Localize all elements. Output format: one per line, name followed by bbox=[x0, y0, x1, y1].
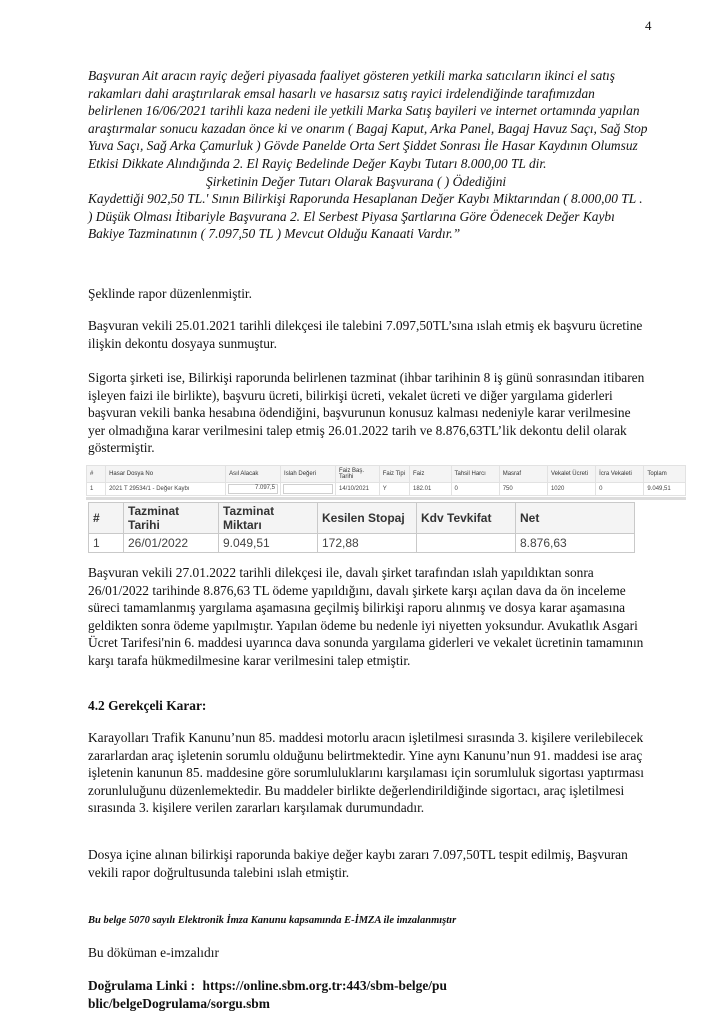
claim-cell-interest: 182.01 bbox=[410, 483, 452, 496]
amendment-value-field[interactable] bbox=[283, 484, 333, 494]
page-number: 4 bbox=[645, 18, 652, 33]
claim-col-index: # bbox=[87, 466, 106, 483]
expert-report-quote bbox=[88, 67, 648, 243]
claim-col-expense: Masraf bbox=[499, 466, 547, 483]
insurer-paragraph: Sigorta şirketi ise, Bilirkişi raporunda belirlenen tazminat (ihbar tarihinin 8 iş günü sonrasından itibaren işleyen faizi ile birlikte), başvuru ücreti, bilirkişi ücreti, vekalet ücreti ve diğer yargılama giderleri başvuran vekili banka hesabına ödendiğini, başvurunun konusuz kalması nedeniyle karar verilmesine yer olmadığına karar verilmesini talep etmiş 26.01.2022 tarih ve 8.876,63TL’lik dekontu delil olarak göstermiştir. bbox=[88, 370, 645, 456]
amendment-paragraph: Başvuran vekili 25.01.2021 tarihli dilekçesi ile talebini 7.097,50TL’sına ıslah etmiş ek başvuru ücretine ilişkin dekontu dosyaya sunmuştur. bbox=[88, 318, 643, 351]
payment-col-index: # bbox=[89, 503, 124, 534]
claim-col-principal: Asıl Alacak bbox=[226, 466, 281, 483]
verification-label: Doğrulama Linki : bbox=[88, 978, 196, 993]
verification-url[interactable]: https://online.sbm.org.tr:443/sbm-belge/public/belgeDogrulama/sorgu.sbm bbox=[88, 978, 447, 1011]
claim-cell-attorney-fee: 1020 bbox=[547, 483, 595, 496]
petition-paragraph: Başvuran vekili 27.01.2022 tarihli dilekçesi ile, davalı şirket tarafından ıslah yapıldıktan sonra 26/01/2022 tarihinde 8.876,63 TL ödeme yapıldığını, davalı şirkete karşı açılan dava da ön inceleme süreci tamamlanmış yargılama aşamasına geçilmiş bilirkişi raporu alınmış ve dosya karar aşamasına geldikten sonra ödeme yapılmıştır. Yapılan ödeme bu nedenle iyi niyetten yoksundur. Avukatlık Asgari Ücret Tarifesi'nin 6. maddesi uyarınca dava sonunda yargılama giderleri ve vekalet ücretinin tamamının karşı tarafa hükmedilmesine karar verilmesini talep etmiştir. bbox=[88, 565, 644, 668]
claim-col-interest-start: Faiz Baş. Tarihi bbox=[335, 466, 379, 483]
claim-cell-index: 1 bbox=[87, 483, 106, 496]
claim-cell-file-no: 2021 T 29534/1 - Değer Kaybı bbox=[106, 483, 226, 496]
claim-cell-expense: 750 bbox=[499, 483, 547, 496]
claim-cell-interest-type: Y bbox=[379, 483, 409, 496]
law-paragraph: Karayolları Trafik Kanunu’nun 85. maddesi motorlu aracın işletilmesi sırasında 3. kişilere verilebilecek zararlardan araç işletenin sorumlu olduğunu belirtmektedir. Yine aynı Kanunu’nun 91. maddesi ise araç işletenin kanunun 85. maddesine göre sorumluluklarını karşılaması için sorumluluk sigortası yaptırması zorunluluğunu düzenlemektedir. Bu maddeler birlikte değerlendirildiğinde sigortacı, araç işletilmesi sırasında 3. kişilere verilen zararları karşılamak durumundadır. bbox=[88, 730, 644, 816]
payment-col-vat-withholding: Kdv Tevkifat bbox=[417, 503, 516, 534]
e-signature-note: Bu belge 5070 sayılı Elektronik İmza Kanunu kapsamında E-İMZA ile imzalanmıştır bbox=[88, 915, 457, 926]
payment-cell-date: 26/01/2022 bbox=[124, 534, 219, 553]
claim-col-interest: Faiz bbox=[410, 466, 452, 483]
claim-cell-collection-fee: 0 bbox=[451, 483, 499, 496]
claim-col-total: Toplam bbox=[644, 466, 686, 483]
payment-col-withholding: Kesilen Stopaj bbox=[318, 503, 417, 534]
payment-table-row bbox=[89, 534, 635, 553]
claim-col-file-no: Hasar Dosya No bbox=[106, 466, 226, 483]
section-heading: 4.2 Gerekçeli Karar: bbox=[88, 698, 207, 713]
claim-cell-enforcement-fee: 0 bbox=[596, 483, 644, 496]
payment-col-amount: Tazminat Miktarı bbox=[219, 503, 318, 534]
claim-col-attorney-fee: Vekalet Ücreti bbox=[547, 466, 595, 483]
claim-table bbox=[86, 465, 686, 496]
payment-table bbox=[88, 502, 635, 553]
quote-paragraph-1: Başvuran Ait aracın rayiç değeri piyasada faaliyet gösteren yetkili marka satıcıların ikinci el satış rakamları dahi araştırılarak emsal hasarlı ve hasarsız satış rayici irdelendiğinde tarafımızdan belirlenen 16/06/2021 tarihli kaza nedeni ile yetkili Marka Satış bayileri ve internet ortamında yapılan araştırmalar sonucu kazadan önce ki ve onarım ( Bagaj Kaput, Arka Panel, Bagaj Havuz Saçı, Sağ Stop Yuva Saçı, Sağ Arka Çamurluk ) Gövde Panelde Orta Sert Şiddet Sonrası İle Hasar Kaydının Olumsuz Etkisi Dikkate Alındığında 2. El Rayiç Bedelinde Değer Kaybı Tutarı 8.000,00 TL dir. bbox=[88, 68, 648, 171]
quote-paragraph-2-first-line: Şirketinin Değer Tutarı Olarak Başvurana ( ) Ödediğini bbox=[206, 173, 507, 189]
payment-col-date: Tazminat Tarihi bbox=[124, 503, 219, 534]
table-divider bbox=[86, 497, 686, 500]
claim-col-amendment: Islah Değeri bbox=[281, 466, 336, 483]
claim-table-row bbox=[87, 483, 686, 496]
report-paragraph: Şeklinde rapor düzenlenmiştir. bbox=[88, 286, 252, 301]
claim-col-interest-type: Faiz Tipi bbox=[379, 466, 409, 483]
e-signed-notice: Bu döküman e-imzalıdır bbox=[88, 945, 219, 960]
claim-col-collection-fee: Tahsil Harcı bbox=[451, 466, 499, 483]
claim-cell-interest-start: 14/10/2021 bbox=[335, 483, 379, 496]
claim-table-header bbox=[87, 466, 686, 483]
claim-cell-total: 9.049,51 bbox=[644, 483, 686, 496]
payment-cell-index: 1 bbox=[89, 534, 124, 553]
payment-cell-net: 8.876,63 bbox=[516, 534, 635, 553]
verification-link-block bbox=[88, 977, 448, 1012]
payment-cell-vat-withholding bbox=[417, 534, 516, 553]
payment-table-header bbox=[89, 503, 635, 534]
quote-paragraph-2-rest: Kaydettiği 902,50 TL.' Sının Bilirkişi Raporunda Hesaplanan Değer Kaybı Miktarından ( 8.000,00 TL . ) Düşük Olması İtibariyle Başvurana 2. El Serbest Piyasa Şartlarına Göre Ödenecek Değer Kaybı Bakiye Tazminatının ( 7.097,50 TL ) Mevcut Olduğu Kanaati Vardır.” bbox=[88, 191, 643, 242]
principal-amount-field[interactable]: 7.097,5 bbox=[228, 484, 278, 494]
payment-cell-amount: 9.049,51 bbox=[219, 534, 318, 553]
conclusion-paragraph: Dosya içine alınan bilirkişi raporunda bakiye değer kaybı zararı 7.097,50TL tespit edilmiş, Başvuran vekili rapor doğrultusunda talebini ıslah etmiştir. bbox=[88, 847, 628, 880]
claim-col-enforcement-fee: İcra Vekaleti bbox=[596, 466, 644, 483]
payment-cell-withholding: 172,88 bbox=[318, 534, 417, 553]
payment-col-net: Net bbox=[516, 503, 635, 534]
